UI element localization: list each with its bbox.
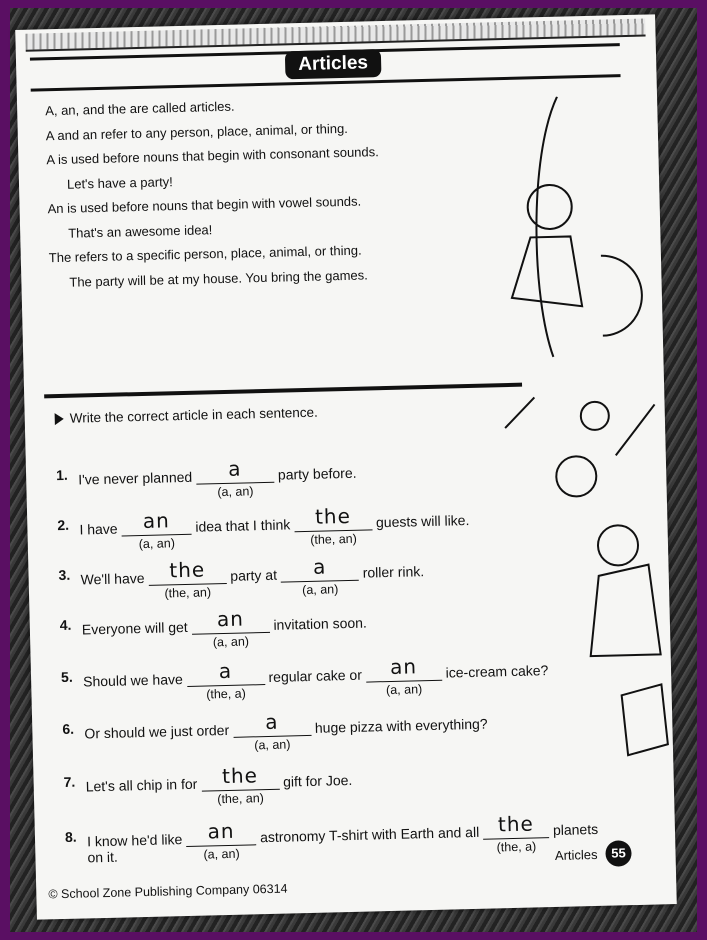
- question-number: 3.: [58, 566, 71, 584]
- answer-blank[interactable]: [483, 811, 549, 855]
- question-number: 6.: [62, 720, 75, 738]
- title-bar: [30, 43, 621, 91]
- answer-blank[interactable]: [186, 658, 264, 702]
- answer-options: (a, an): [212, 634, 250, 650]
- question-text: Or should we just order: [84, 721, 230, 742]
- answer-options: (the, an): [310, 531, 357, 547]
- answer-options: (the, an): [164, 585, 212, 601]
- question-text: I have: [79, 520, 118, 538]
- answer-blank[interactable]: [281, 554, 359, 598]
- handwritten-answer: a: [264, 709, 279, 735]
- section-divider: [44, 383, 522, 399]
- rule-line: A is used before nouns that begin with consonant sounds.: [46, 144, 379, 168]
- question-4: [59, 606, 368, 650]
- answer-options: (the, an): [217, 791, 265, 807]
- question-text: Let's all chip in for: [85, 775, 198, 795]
- answer-options: (a, an): [138, 536, 176, 552]
- rule-example: Let's have a party!: [66, 173, 173, 192]
- answer-blank[interactable]: [294, 503, 372, 547]
- workbook-page: [15, 14, 677, 919]
- question-7: [63, 763, 353, 807]
- question-text: I've never planned: [78, 468, 193, 488]
- page-title: Articles: [285, 49, 382, 79]
- question-text: planets: [552, 820, 599, 839]
- handwritten-answer: a: [312, 554, 327, 579]
- question-5: [60, 654, 549, 702]
- rule-line: A, an, and the are called articles.: [45, 98, 235, 119]
- question-text: gift for Joe.: [282, 771, 353, 790]
- footer-section-label: Articles: [554, 846, 598, 863]
- question-text: on it.: [87, 848, 119, 866]
- question-text: I know he'd like: [86, 831, 183, 850]
- answer-blank[interactable]: [148, 557, 226, 601]
- question-text: guests will like.: [375, 512, 470, 531]
- question-number: 7.: [63, 773, 76, 790]
- handwritten-answer: an: [207, 818, 235, 844]
- question-text: idea that I think: [195, 516, 291, 535]
- question-text: huge pizza with everything?: [314, 715, 488, 736]
- answer-options: (a, an): [385, 682, 423, 698]
- rule-example: That's an awesome idea!: [68, 221, 213, 241]
- question-number: 8.: [64, 828, 77, 845]
- question-text: astronomy T-shirt with Earth and all: [259, 823, 480, 846]
- handwritten-answer: a: [218, 658, 233, 684]
- rule-example: The party will be at my house. You bring the games.: [69, 266, 368, 290]
- handwritten-answer: the: [314, 503, 352, 529]
- handwritten-answer: an: [216, 606, 245, 632]
- answer-blank[interactable]: [201, 763, 279, 807]
- answer-options: (a, an): [254, 737, 291, 753]
- answer-blank[interactable]: [186, 818, 256, 862]
- rule-line: A and an refer to any person, place, animal, or thing.: [45, 120, 348, 143]
- question-text: ice-cream cake?: [445, 662, 549, 681]
- question-text: Should we have: [82, 671, 183, 690]
- question-text: Everyone will get: [81, 618, 188, 638]
- answer-options: (the, a): [496, 839, 537, 855]
- handwritten-answer: an: [142, 508, 171, 533]
- page-number: 55: [605, 840, 632, 867]
- question-text: roller rink.: [362, 563, 425, 581]
- question-number: 5.: [60, 668, 73, 686]
- answer-options: (a, an): [302, 582, 339, 598]
- footer-section: [555, 840, 632, 868]
- answer-blank[interactable]: [121, 508, 191, 552]
- arrow-icon: [55, 412, 64, 424]
- question-6: [62, 709, 488, 753]
- rule-line: The refers to a specific person, place, animal, or thing.: [48, 242, 362, 266]
- question-3: [58, 554, 425, 601]
- answer-blank[interactable]: [233, 709, 311, 753]
- question-2: [57, 503, 470, 552]
- answer-blank[interactable]: [191, 606, 269, 650]
- question-1: [55, 456, 357, 500]
- rules-section: [45, 89, 450, 295]
- handwritten-answer: the: [221, 763, 259, 789]
- instruction: [55, 405, 318, 426]
- answer-options: (a, an): [217, 484, 254, 500]
- question-text: We'll have: [80, 569, 145, 588]
- handwritten-answer: the: [497, 811, 535, 837]
- copyright: © School Zone Publishing Company 06314: [48, 881, 288, 902]
- handwritten-answer: the: [169, 557, 206, 583]
- question-text: invitation soon.: [273, 614, 368, 633]
- question-number: 4.: [59, 616, 72, 634]
- handwritten-answer: an: [389, 654, 418, 679]
- instruction-text: Write the correct article in each sentence.: [69, 404, 318, 426]
- question-text: regular cake or: [268, 666, 363, 685]
- answer-options: (a, an): [203, 846, 240, 862]
- question-number: 1.: [55, 466, 68, 484]
- question-number: 2.: [57, 516, 70, 534]
- answer-options: (the, a): [206, 686, 247, 702]
- handwritten-answer: a: [227, 456, 242, 481]
- rule-line: An is used before nouns that begin with vowel sounds.: [47, 193, 362, 217]
- question-text: party at: [230, 566, 278, 584]
- answer-blank[interactable]: [365, 654, 441, 698]
- answer-blank[interactable]: [196, 456, 274, 500]
- question-text: party before.: [277, 464, 357, 483]
